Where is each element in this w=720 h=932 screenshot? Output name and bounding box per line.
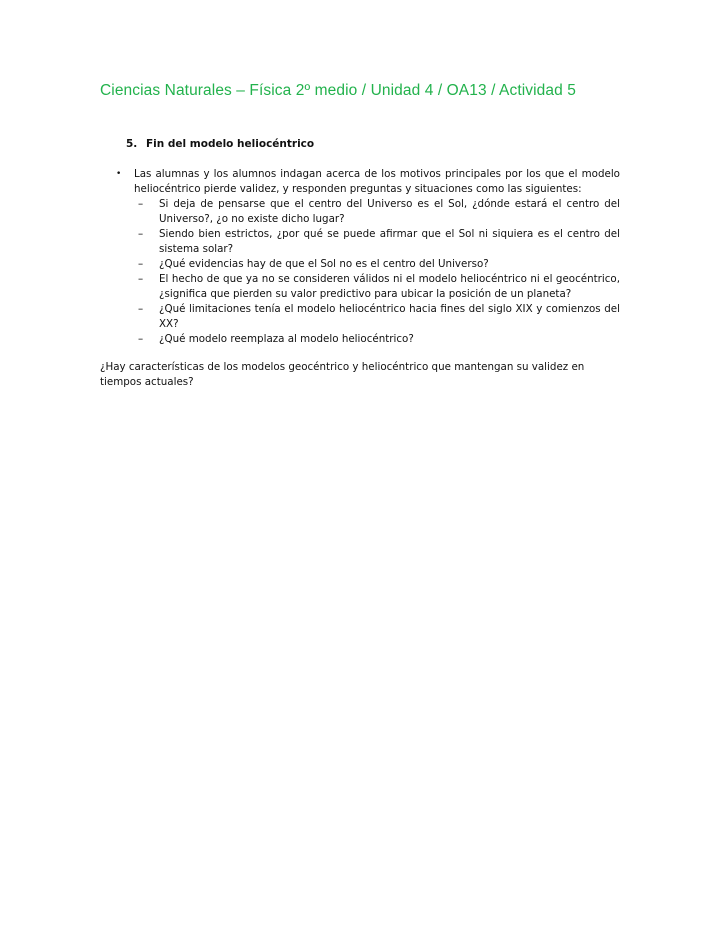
question-text: Siendo bien estrictos, ¿por qué se puede afirmar que el Sol ni siquiera es el centro del sistema solar? xyxy=(159,228,620,255)
bullet-icon: • xyxy=(116,169,122,179)
question-text: Si deja de pensarse que el centro del Universo es el Sol, ¿dónde estará el centro del Universo?, ¿o no existe dicho lugar? xyxy=(159,198,620,225)
section-number: 5. xyxy=(126,138,138,150)
section-heading xyxy=(126,138,314,150)
activity-text: Las alumnas y los alumnos indagan acerca de los motivos principales por los que el modelo heliocéntrico pierde validez, y responden preguntas y situaciones como las siguientes: xyxy=(134,168,620,195)
question-item xyxy=(134,272,620,302)
question-text: ¿Qué evidencias hay de que el Sol no es el centro del Universo? xyxy=(159,258,489,270)
section-title: Fin del modelo heliocéntrico xyxy=(146,138,315,150)
question-item xyxy=(134,227,620,257)
question-item xyxy=(134,302,620,332)
question-list xyxy=(134,197,620,347)
dash-icon: – xyxy=(138,333,144,345)
question-text: ¿Qué limitaciones tenía el modelo heliocéntrico hacia fines del siglo XIX y comienzos del XX? xyxy=(159,303,620,330)
dash-icon: – xyxy=(138,258,144,270)
question-item xyxy=(134,197,620,227)
question-item xyxy=(134,257,620,272)
activity-list xyxy=(100,167,620,347)
question-text: ¿Qué modelo reemplaza al modelo heliocéntrico? xyxy=(159,333,414,345)
dash-icon: – xyxy=(138,273,144,285)
question-item xyxy=(134,332,620,347)
activity-item xyxy=(100,167,620,347)
page-header-title: Ciencias Naturales – Física 2º medio / Unidad 4 / OA13 / Actividad 5 xyxy=(100,82,576,99)
question-text: El hecho de que ya no se consideren válidos ni el modelo heliocéntrico ni el geocéntrico, ¿significa que pierden su valor predictivo para ubicar la posición de un planeta? xyxy=(159,273,620,300)
dash-icon: – xyxy=(138,198,144,210)
dash-icon: – xyxy=(138,228,144,240)
dash-icon: – xyxy=(138,303,144,315)
closing-question: ¿Hay características de los modelos geocéntrico y heliocéntrico que mantengan su validez en tiempos actuales? xyxy=(100,361,585,388)
